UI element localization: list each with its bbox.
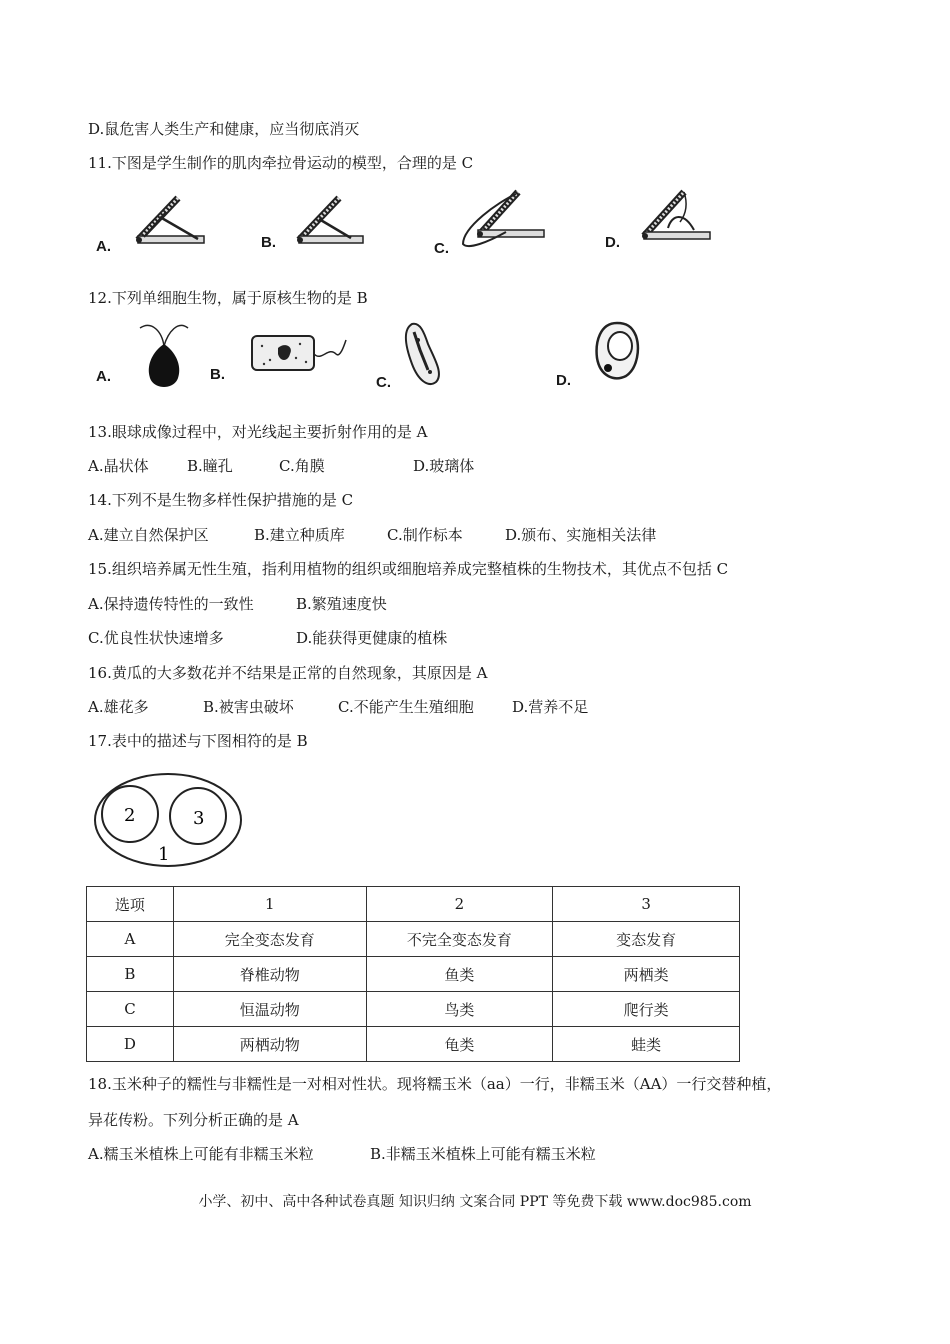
q12-organism-a-chlamydomonas (134, 318, 194, 392)
table-cell: A (87, 922, 174, 957)
venn-label-2: 2 (124, 805, 136, 826)
q11-stem: 11.下图是学生制作的肌肉牵拉骨运动的模型，合理的是 C (88, 154, 474, 172)
q11-model-d (636, 184, 716, 244)
q12-fig-label-b: B. (210, 366, 225, 383)
q12-organism-c-paramecium (398, 320, 446, 390)
venn-label-1: 1 (158, 844, 170, 865)
q10-option-d: D.鼠危害人类生产和健康，应当彻底消灭 (88, 120, 360, 138)
q18-option-a: A.糯玉米植株上可能有非糯玉米粒 (88, 1145, 314, 1163)
q17-venn-diagram (88, 770, 248, 870)
q12-stem: 12.下列单细胞生物，属于原核生物的是 B (88, 289, 368, 307)
q15-stem: 15.组织培养属无性生殖，指利用植物的组织或细胞培养成完整植株的生物技术，其优点不包括 C (88, 560, 729, 578)
table-cell: 爬行类 (553, 992, 740, 1027)
q14-stem: 14.下列不是生物多样性保护措施的是 C (88, 491, 354, 509)
q14-option-c: C.制作标本 (387, 526, 463, 544)
table-cell: 鱼类 (366, 957, 553, 992)
table-cell: 不完全变态发育 (366, 922, 553, 957)
q12-organism-d-yeast (592, 320, 642, 384)
table-row (87, 1027, 740, 1062)
table-cell: 龟类 (366, 1027, 553, 1062)
q15-option-a: A.保持遗传特性的一致性 (88, 595, 254, 613)
table-row (87, 992, 740, 1027)
q16-option-b: B.被害虫破坏 (203, 698, 294, 716)
q18-stem-line1: 18.玉米种子的糯性与非糯性是一对相对性状。现将糯玉米（aa）一行，非糯玉米（AA）一行交替种植， (88, 1075, 782, 1093)
venn-label-3: 3 (193, 808, 205, 829)
q13-option-b: B.瞳孔 (187, 457, 233, 475)
q18-stem-line2: 异花传粉。下列分析正确的是 A (88, 1111, 299, 1129)
q14-option-b: B.建立种质库 (254, 526, 345, 544)
q13-option-a: A.晶状体 (88, 457, 149, 475)
q16-option-a: A.雄花多 (88, 698, 149, 716)
table-cell: 蛙类 (553, 1027, 740, 1062)
q11-model-c (458, 182, 548, 252)
table-cell: 脊椎动物 (173, 957, 366, 992)
q16-option-d: D.营养不足 (512, 698, 589, 716)
q17-stem: 17.表中的描述与下图相符的是 B (88, 732, 308, 750)
q12-organism-b-bacterium (250, 332, 350, 376)
q16-option-c: C.不能产生生殖细胞 (338, 698, 474, 716)
q13-stem: 13.眼球成像过程中，对光线起主要折射作用的是 A (88, 423, 428, 441)
table-row (87, 922, 740, 957)
q14-option-a: A.建立自然保护区 (88, 526, 209, 544)
table-header-cell: 选项 (87, 887, 174, 922)
table-cell: D (87, 1027, 174, 1062)
table-header-row (87, 887, 740, 922)
q11-model-b (293, 192, 373, 252)
table-cell: 两栖类 (553, 957, 740, 992)
q12-fig-label-c: C. (376, 374, 391, 391)
q13-option-c: C.角膜 (279, 457, 325, 475)
q18-option-b: B.非糯玉米植株上可能有糯玉米粒 (370, 1145, 596, 1163)
table-cell: 恒温动物 (173, 992, 366, 1027)
q16-stem: 16.黄瓜的大多数花并不结果是正常的自然现象，其原因是 A (88, 664, 488, 682)
table-row (87, 957, 740, 992)
q11-fig-label-b: B. (261, 234, 276, 251)
q12-fig-label-d: D. (556, 372, 571, 389)
table-cell: 两栖动物 (173, 1027, 366, 1062)
q11-model-a (130, 190, 210, 250)
q13-option-d: D.玻璃体 (413, 457, 475, 475)
table-cell: 鸟类 (366, 992, 553, 1027)
table-cell: 变态发育 (553, 922, 740, 957)
q12-fig-label-a: A. (96, 368, 111, 385)
table-cell: B (87, 957, 174, 992)
table-cell: C (87, 992, 174, 1027)
table-cell: 完全变态发育 (173, 922, 366, 957)
table-header-cell: 2 (366, 887, 553, 922)
page-footer: 小学、初中、高中各种试卷真题 知识归纳 文案合同 PPT 等免费下载 www.doc985.com (198, 1194, 752, 1210)
q15-option-b: B.繁殖速度快 (296, 595, 387, 613)
q15-option-d: D.能获得更健康的植株 (296, 629, 448, 647)
table-header-cell: 1 (173, 887, 366, 922)
q11-fig-label-a: A. (96, 238, 111, 255)
table-header-cell: 3 (553, 887, 740, 922)
q14-option-d: D.颁布、实施相关法律 (505, 526, 657, 544)
q11-fig-label-c: C. (434, 240, 449, 257)
q17-table (86, 886, 740, 1062)
q15-option-c: C.优良性状快速增多 (88, 629, 224, 647)
q11-fig-label-d: D. (605, 234, 620, 251)
